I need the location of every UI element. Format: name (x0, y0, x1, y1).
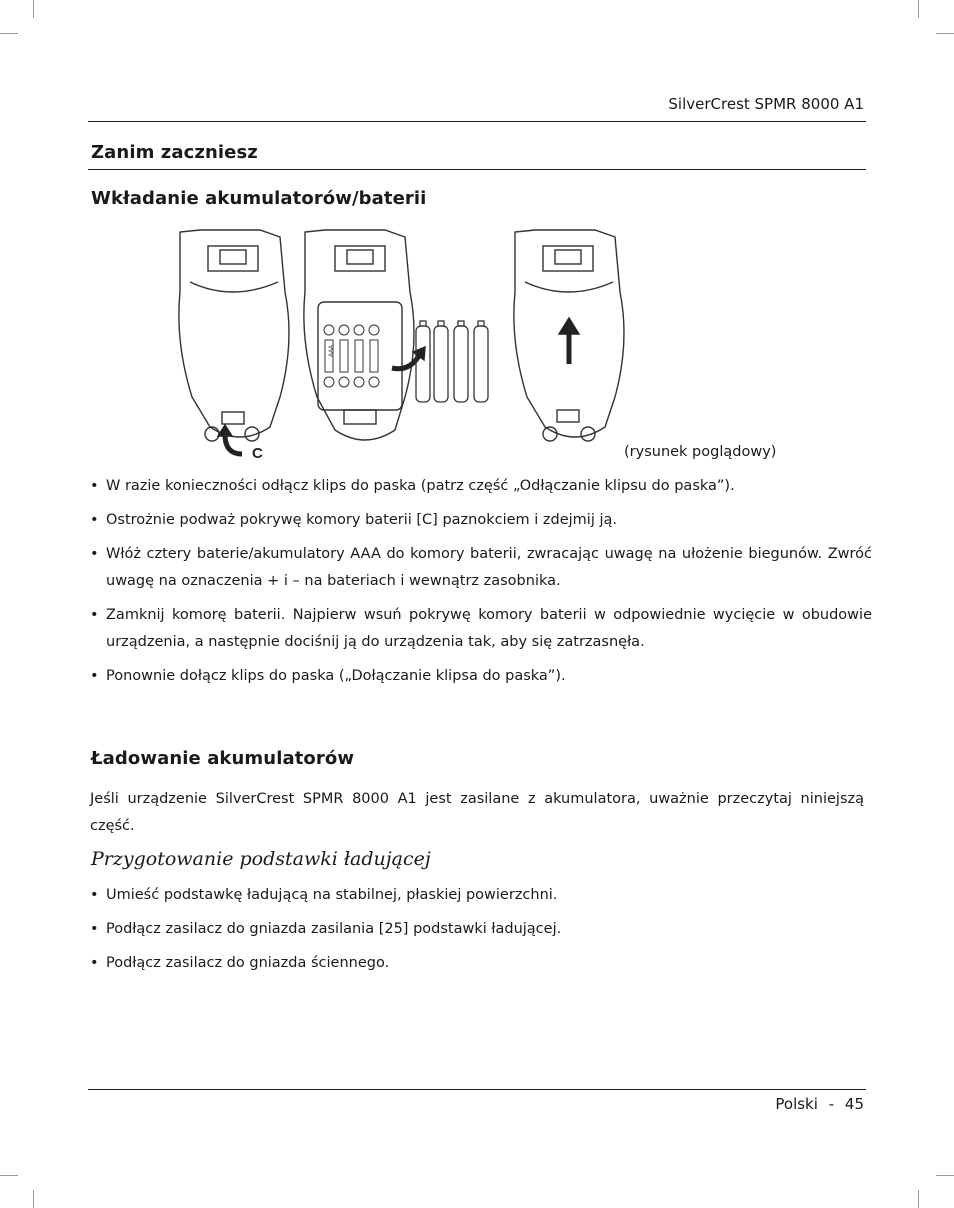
crop-mark (936, 1175, 954, 1176)
list-item: • Ponownie dołącz klips do paska („Dołączanie klipsa do paska”). (90, 663, 872, 690)
page-number: 45 (844, 1095, 864, 1113)
list-item: • W razie konieczności odłącz klips do paska (patrz część „Odłączanie klipsu do paska”). (90, 473, 872, 500)
crop-mark (918, 1190, 919, 1208)
crop-mark (0, 33, 18, 34)
header-rule (88, 121, 866, 122)
part-label-c: C (252, 445, 263, 462)
crop-mark (33, 1190, 34, 1208)
footer-separator: - (828, 1095, 835, 1113)
section-heading-charging: Ładowanie akumulatorów (91, 748, 355, 769)
battery-insertion-figure (170, 222, 640, 467)
running-header: SilverCrest SPMR 8000 A1 (668, 95, 864, 113)
list-item: • Ostrożnie podważ pokrywę komory baterii [C] paznokciem i zdejmij ją. (90, 507, 872, 534)
device-back-view-closed (514, 230, 624, 441)
charging-base-steps (90, 882, 872, 984)
section-heading-battery-insertion: Wkładanie akumulatorów/baterii (91, 188, 427, 209)
footer-rule (88, 1089, 866, 1090)
section-heading-before-start: Zanim zaczniesz (91, 142, 258, 163)
list-item: • Podłącz zasilacz do gniazda ściennego. (90, 950, 872, 977)
crop-mark (936, 33, 954, 34)
list-item: • Podłącz zasilacz do gniazda zasilania [25] podstawki ładującej. (90, 916, 872, 943)
subheading-charging-base: Przygotowanie podstawki ładującej (91, 848, 431, 870)
aaa-batteries (416, 321, 488, 402)
charging-intro-paragraph: Jeśli urządzenie SilverCrest SPMR 8000 A1 jest zasilane z akumulatora, uważnie przeczytaj niniejszą część. (90, 791, 864, 834)
device-open-battery-compartment (304, 230, 425, 440)
list-item: • Umieść podstawkę ładującą na stabilnej, płaskiej powierzchni. (90, 882, 872, 909)
list-item: • Włóż cztery baterie/akumulatory AAA do komory baterii, zwracając uwagę na ułożenie biegunów. Zwróć uwagę na oznaczenia + i – na bateriach i wewnątrz zasobnika. (90, 541, 872, 595)
battery-label-aaa: AAA (329, 344, 335, 357)
crop-mark (33, 0, 34, 18)
crop-mark (918, 0, 919, 18)
page-footer (775, 1095, 864, 1113)
section-rule (88, 169, 866, 170)
battery-insertion-steps (90, 473, 872, 697)
device-back-view-1 (179, 230, 289, 454)
figure-caption: (rysunek poglądowy) (624, 444, 777, 460)
crop-mark (0, 1175, 18, 1176)
footer-language: Polski (775, 1095, 818, 1113)
list-item: • Zamknij komorę baterii. Najpierw wsuń pokrywę komory baterii w odpowiednie wycięcie w obudowie urządzenia, a następnie dociśnij ją do urządzenia tak, aby się zatrzasnęła. (90, 602, 872, 656)
